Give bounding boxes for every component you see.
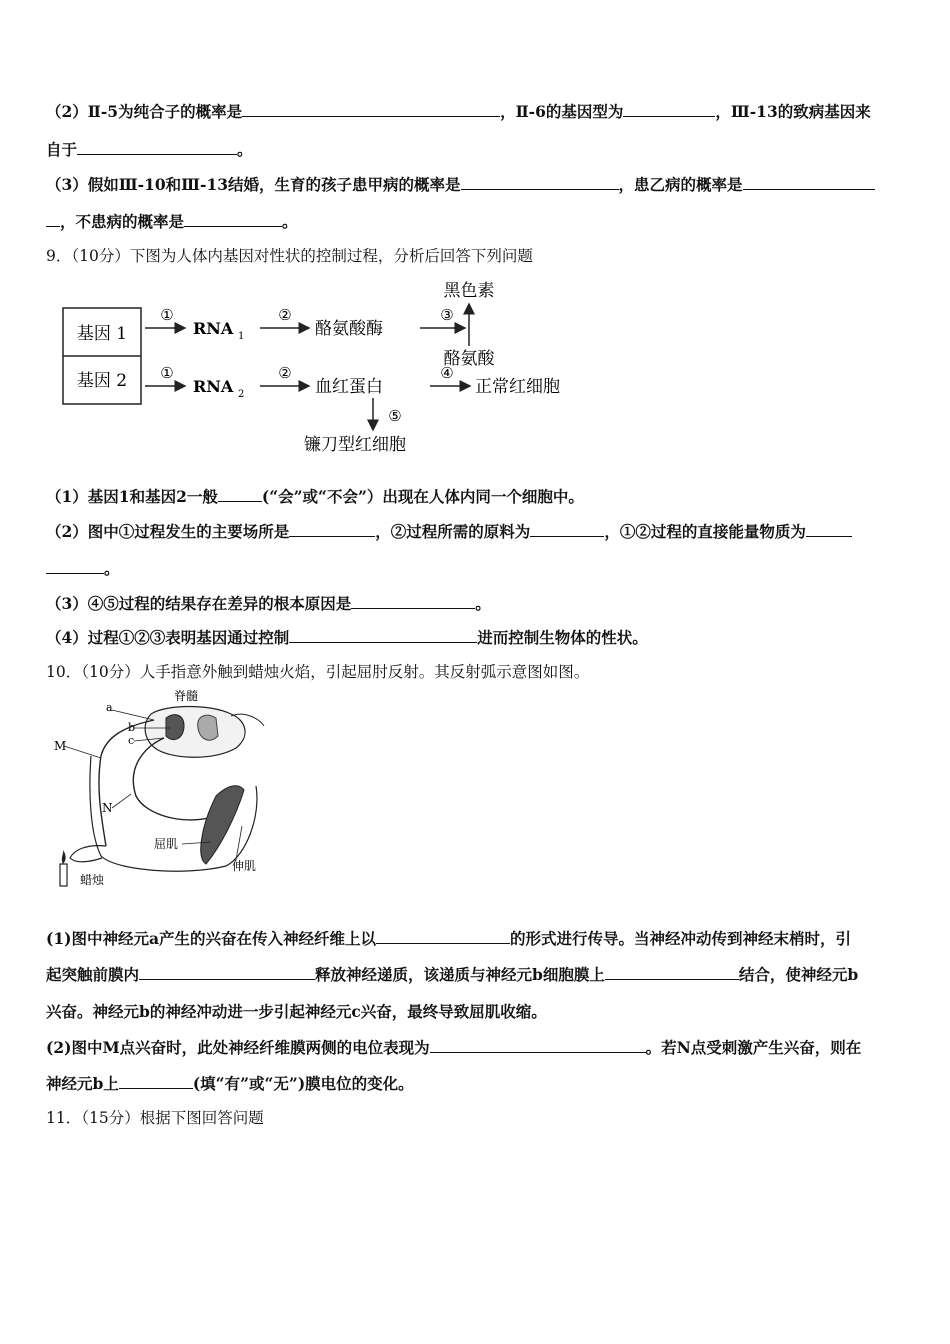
q9-sub1: （1）基因1和基因2一般 (“会”或“不会”）出现在人体内同一个细胞中。	[46, 487, 584, 506]
answer-blank[interactable]	[46, 212, 60, 227]
answer-blank[interactable]	[46, 559, 104, 574]
label-c: c	[128, 734, 135, 747]
hand	[70, 846, 106, 862]
candle	[60, 864, 67, 886]
answer-blank[interactable]	[351, 594, 475, 609]
step-1-label: ①	[160, 306, 174, 324]
label-N: N	[102, 801, 113, 815]
q8-part3-line2: ，不患病的概率是 。	[46, 212, 904, 232]
step-1b-label: ①	[160, 364, 174, 382]
q10-sub1-line3: 兴奋。神经元b的神经冲动进一步引起神经元c兴奋，最终导致屈肌收缩。	[46, 1002, 547, 1021]
q10-sub2-line1: (2)图中M点兴奋时，此处神经纤维膜两侧的电位表现为 。若N点受刺激产生兴奋，则在	[46, 1038, 862, 1057]
gene1-label: 基因 1	[76, 324, 128, 344]
reflex-arc-diagram	[46, 686, 276, 896]
label-M: M	[54, 739, 67, 753]
label-b: b	[128, 721, 136, 734]
q8-part3-line1: （3）假如Ⅲ-10和Ⅲ-13结婚，生育的孩子患甲病的概率是 ，患乙病的概率是	[46, 175, 904, 195]
q9-stem: 9．（10分）下图为人体内基因对性状的控制过程，分析后回答下列问题	[46, 247, 533, 265]
q10-sub2-line2: 神经元b上 (填“有”或“无”)膜电位的变化。	[46, 1074, 414, 1093]
answer-blank[interactable]	[119, 1074, 193, 1089]
enzyme-label: 酪氨酸酶	[315, 319, 383, 339]
answer-blank[interactable]	[623, 102, 715, 117]
hemoglobin-label: 血红蛋白	[315, 377, 383, 397]
q8-part2-line1: （2）Ⅱ-5为纯合子的概率是 ，Ⅱ-6的基因型为 ，Ⅲ-13的致病基因来	[46, 102, 871, 121]
rna1-subscript: 1	[238, 331, 245, 342]
step-3-label: ③	[440, 306, 454, 324]
q8-part2-line2: 自于 。	[46, 140, 253, 159]
tyrosine-label: 酪氨酸	[443, 349, 495, 369]
answer-blank[interactable]	[376, 929, 510, 944]
step-2b-label: ②	[278, 364, 292, 382]
rna2-label: RNA	[193, 377, 234, 396]
spinal-cord	[145, 707, 245, 758]
rna1-label: RNA	[193, 319, 234, 338]
melanin-label: 黑色素	[443, 281, 495, 301]
answer-blank[interactable]	[77, 140, 237, 155]
sickle-rbc-label: 镰刀型红细胞	[304, 435, 406, 455]
q9-sub3: （3）④⑤过程的结果存在差异的根本原因是 。	[46, 594, 491, 613]
step-4-label: ④	[440, 364, 454, 382]
answer-blank[interactable]	[605, 965, 739, 980]
answer-blank[interactable]	[289, 522, 375, 537]
answer-blank[interactable]	[530, 522, 604, 537]
q9-sub4: （4）过程①②③表明基因通过控制 进而控制生物体的性状。	[46, 628, 648, 647]
label-a: a	[106, 701, 113, 714]
afferent-nerve	[99, 720, 154, 846]
answer-blank[interactable]	[139, 965, 315, 980]
spinal-cord-label: 脊髓	[173, 689, 199, 703]
answer-blank[interactable]	[289, 628, 477, 643]
flame-icon	[62, 850, 66, 864]
q10-sub1-line1: (1)图中神经元a产生的兴奋在传入神经纤维上以 的形式进行传导。当神经冲动传到神经末梢时，引	[46, 929, 852, 948]
answer-blank[interactable]	[430, 1038, 646, 1053]
extensor-label: 伸肌	[232, 859, 257, 873]
normal-rbc-label: 正常红细胞	[475, 377, 560, 397]
answer-blank[interactable]	[242, 102, 500, 117]
rna2-subscript: 2	[238, 389, 245, 400]
q11-stem: 11．（15分）根据下图回答问题	[46, 1109, 264, 1127]
gene2-label: 基因 2	[76, 371, 128, 391]
answer-blank[interactable]	[461, 175, 619, 190]
step-5-label: ⑤	[388, 407, 402, 425]
q9-sub2-line1: （2）图中①过程发生的主要场所是 ，②过程所需的原料为 ，①②过程的直接能量物质为	[46, 522, 904, 542]
answer-blank[interactable]	[218, 487, 262, 502]
candle-label: 蜡烛	[80, 873, 105, 887]
answer-blank[interactable]	[184, 212, 282, 227]
answer-blank[interactable]	[806, 522, 852, 537]
answer-blank[interactable]	[743, 175, 875, 190]
q9-sub2-line2: 。	[46, 559, 904, 579]
q10-sub1-line2: 起突触前膜内 释放神经递质，该递质与神经元b细胞膜上 结合，使神经元b	[46, 965, 859, 984]
gene-control-diagram	[55, 278, 615, 458]
gray-matter-left	[166, 715, 184, 740]
flexor-label: 屈肌	[154, 837, 179, 851]
step-2-label: ②	[278, 306, 292, 324]
q10-stem: 10．（10分）人手指意外触到蜡烛火焰，引起屈肘反射。其反射弧示意图如图。	[46, 663, 590, 681]
